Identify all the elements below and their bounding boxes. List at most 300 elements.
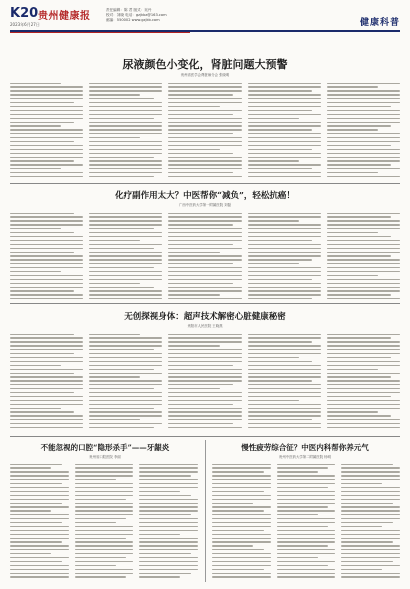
text-line [327,255,391,256]
text-line [89,294,162,295]
text-line [139,518,198,519]
text-line [327,102,400,103]
text-line [10,220,83,221]
text-line [10,275,83,276]
text-line [248,98,321,99]
text-line [139,545,198,546]
article-body [10,80,400,180]
text-line [10,294,83,295]
text-column [168,80,241,180]
text-line [327,168,400,169]
text-line [277,522,336,523]
text-line [248,232,321,233]
text-line [341,557,400,558]
text-line [248,122,321,123]
text-line [248,384,321,385]
text-line [75,479,116,480]
text-line [89,255,162,256]
text-line [248,252,321,253]
text-line [327,384,400,385]
text-line [168,118,241,119]
text-line [10,248,83,249]
text-line [10,518,69,519]
text-line [341,538,400,539]
text-line [327,106,391,107]
text-line [212,487,271,488]
text-line [248,94,321,95]
text-line [277,557,318,558]
text-line [89,341,162,342]
text-line [248,168,312,169]
text-line [341,526,382,527]
text-line [139,541,198,542]
text-line [10,102,74,103]
text-line [89,287,153,288]
text-line [10,411,74,412]
text-line [89,271,162,272]
text-line [10,467,51,468]
text-line [75,573,134,574]
text-line [327,114,400,115]
text-line [248,408,321,409]
text-line [89,176,153,177]
text-line [248,396,321,397]
text-line [139,526,198,527]
text-line [327,213,400,214]
text-line [75,510,134,511]
text-column [10,331,83,431]
text-line [89,369,153,370]
text-line [10,503,62,504]
text-line [327,122,400,123]
text-line [277,545,329,546]
text-line [168,157,241,158]
text-line [89,419,140,420]
text-line [277,483,336,484]
text-line [89,408,153,409]
text-line [75,576,127,577]
text-line [168,298,241,299]
text-line [341,573,400,574]
text-line [168,114,232,115]
text-line [327,415,391,416]
text-line [75,553,134,554]
text-line [248,129,312,130]
text-line [327,224,400,225]
text-line [75,545,134,546]
text-line [327,298,400,299]
text-line [75,538,127,539]
text-line [327,427,400,428]
text-line [10,415,83,416]
text-line [248,145,321,146]
text-line [327,98,400,99]
text-line [10,98,83,99]
text-line [10,541,62,542]
text-line [10,530,69,531]
text-line [10,514,69,515]
text-line [248,153,321,154]
text-column [89,331,162,431]
article-headline: 慢性疲劳综合征？中医内科帮你养元气 [241,443,369,452]
text-line [168,423,232,424]
text-line [168,349,241,350]
text-line [10,534,69,535]
text-line [10,244,83,245]
text-line [10,369,83,370]
text-line [89,172,162,173]
text-line [10,549,69,550]
text-line [10,419,83,420]
text-line [248,236,321,237]
text-line [327,176,400,177]
meta-line: 邮编：550002 www.gzjkb.com [106,18,160,22]
text-line [139,475,191,476]
text-line [277,471,318,472]
text-line [10,388,83,389]
text-line [327,388,400,389]
text-line [168,244,232,245]
text-line [212,530,264,531]
text-line [277,549,336,550]
text-line [168,137,241,138]
text-line [89,373,162,374]
text-column [341,461,400,581]
text-line [327,353,400,354]
text-line [327,271,400,272]
text-column [89,210,162,300]
text-line [168,259,241,260]
text-line [341,467,400,468]
text-line [10,290,74,291]
text-line [89,228,153,229]
text-line [168,361,241,362]
article-body [10,331,400,431]
text-line [248,224,321,225]
text-line [277,464,336,465]
text-line [168,341,241,342]
text-line [168,345,219,346]
text-line [89,384,162,385]
text-line [168,176,241,177]
text-line [341,499,400,500]
text-line [10,334,74,335]
issue-date: 2023年6月27日 [10,22,40,27]
text-line [212,510,264,511]
text-line [139,479,198,480]
text-line [277,506,329,507]
text-line [139,499,198,500]
text-line [341,530,400,531]
text-line [168,267,241,268]
text-line [327,236,391,237]
text-line [10,129,83,130]
text-line [327,90,400,91]
text-line [168,404,232,405]
text-line [248,176,321,177]
text-line [327,220,400,221]
text-line [10,252,74,253]
masthead-meta [106,8,167,23]
text-line [248,244,321,245]
text-line [10,495,69,496]
text-line [212,522,271,523]
text-line [277,530,336,531]
text-line [248,137,321,138]
text-line [327,419,400,420]
text-line [327,110,400,111]
text-line [327,290,400,291]
text-line [89,411,162,412]
text-line [168,160,241,161]
text-line [139,510,198,511]
text-line [248,149,312,150]
text-line [89,83,162,84]
text-line [327,263,400,264]
text-line [10,279,83,280]
text-line [89,224,162,225]
text-line [168,149,219,150]
text-line [89,349,153,350]
text-line [212,471,264,472]
text-line [168,279,241,280]
text-line [10,522,62,523]
text-line [248,141,321,142]
text-line [168,98,241,99]
text-line [10,423,83,424]
text-line [75,549,134,550]
text-line [10,384,83,385]
text-line [10,561,62,562]
text-line [75,561,134,562]
text-column [327,210,400,300]
text-line [168,337,241,338]
text-line [277,499,336,500]
text-line [248,334,321,335]
text-line [10,125,61,126]
text-line [212,467,271,468]
text-line [248,298,312,299]
text-line [168,102,241,103]
text-line [75,565,116,566]
text-line [212,499,271,500]
text-line [277,503,336,504]
text-line [277,514,318,515]
text-line [89,259,162,260]
text-line [277,475,336,476]
text-line [75,499,127,500]
text-line [327,94,400,95]
text-line [168,283,232,284]
text-line [10,361,83,362]
text-line [327,244,400,245]
text-line [89,361,162,362]
text-line [168,415,241,416]
text-line [89,164,162,165]
text-line [248,376,321,377]
text-line [248,361,312,362]
text-line [139,467,198,468]
text-line [168,271,241,272]
text-line [10,168,61,169]
text-line [212,565,271,566]
text-line [327,216,391,217]
text-line [277,491,336,492]
text-line [10,259,83,260]
meta-line: 校对：刘晓 电话：gzjkbz@163.com [106,13,167,17]
text-line [139,576,180,577]
text-line [10,153,83,154]
text-line [248,125,321,126]
text-line [89,98,153,99]
text-line [248,110,312,111]
text-line [89,240,140,241]
text-line [277,565,329,566]
text-line [248,423,321,424]
text-line [168,83,241,84]
text-line [10,576,69,577]
text-line [10,427,83,428]
column-divider [205,440,206,582]
text-line [341,569,382,570]
text-line [212,561,271,562]
text-line [327,153,400,154]
text-line [89,376,140,377]
text-line [327,365,400,366]
text-line [75,475,134,476]
text-line [10,471,69,472]
text-line [10,90,83,91]
text-column [168,210,241,300]
text-line [341,491,400,492]
text-line [89,220,162,221]
text-line [10,475,69,476]
text-line [327,240,400,241]
text-line [327,400,400,401]
section-divider [10,303,400,304]
text-line [212,538,271,539]
text-line [10,216,83,217]
text-line [168,125,241,126]
text-line [10,267,83,268]
text-line [277,510,336,511]
text-line [327,228,400,229]
text-line [248,380,312,381]
text-line [341,506,400,507]
text-line [341,514,400,515]
text-line [89,129,162,130]
text-line [10,240,83,241]
text-line [75,503,134,504]
section-divider [10,436,400,437]
text-line [10,345,83,346]
text-line [212,506,271,507]
text-line [212,534,271,535]
text-line [327,357,391,358]
text-line [212,518,271,519]
article-byline: 贵阳市人民医院 王晓燕 [187,324,223,328]
text-line [277,518,336,519]
text-line [89,213,162,214]
text-line [89,337,162,338]
text-line [248,216,321,217]
section-divider [10,183,400,184]
text-line [327,118,400,119]
text-line [277,541,336,542]
text-line [10,172,83,173]
text-line [89,160,162,161]
text-line [212,464,271,465]
text-line [10,283,83,284]
text-line [10,133,83,134]
article-body [10,210,400,300]
text-line [168,224,232,225]
text-line [89,283,140,284]
text-line [10,404,83,405]
text-line [248,290,321,291]
text-line [10,479,69,480]
text-line [168,275,241,276]
text-line [327,345,400,346]
text-column [248,331,321,431]
text-line [168,263,232,264]
text-line [75,471,134,472]
text-line [248,228,321,229]
text-line [139,561,198,562]
text-column [248,210,321,300]
text-line [248,220,299,221]
text-line [327,248,400,249]
section-title: 健康科普 [359,18,400,28]
text-line [89,365,162,366]
text-line [10,263,83,264]
text-line [139,491,180,492]
text-line [75,491,134,492]
text-line [168,419,241,420]
text-line [327,86,378,87]
text-line [341,479,400,480]
text-line [10,380,83,381]
text-line [10,357,83,358]
text-line [248,172,321,173]
text-line [327,341,400,342]
text-line [139,464,198,465]
text-line [89,248,153,249]
text-line [89,168,162,169]
text-line [89,125,162,126]
text-line [212,549,264,550]
text-line [341,534,400,535]
text-line [341,518,400,519]
text-line [341,545,400,546]
text-line [168,396,241,397]
text-line [327,392,400,393]
text-line [10,164,83,165]
text-line [10,392,74,393]
text-line [327,334,400,335]
text-line [327,337,391,338]
text-line [248,283,321,284]
text-line [327,411,378,412]
text-line [139,471,198,472]
text-line [168,252,219,253]
text-line [168,110,241,111]
text-line [248,102,321,103]
text-line [248,157,321,158]
text-line [327,137,400,138]
text-line [168,220,241,221]
text-line [75,557,127,558]
